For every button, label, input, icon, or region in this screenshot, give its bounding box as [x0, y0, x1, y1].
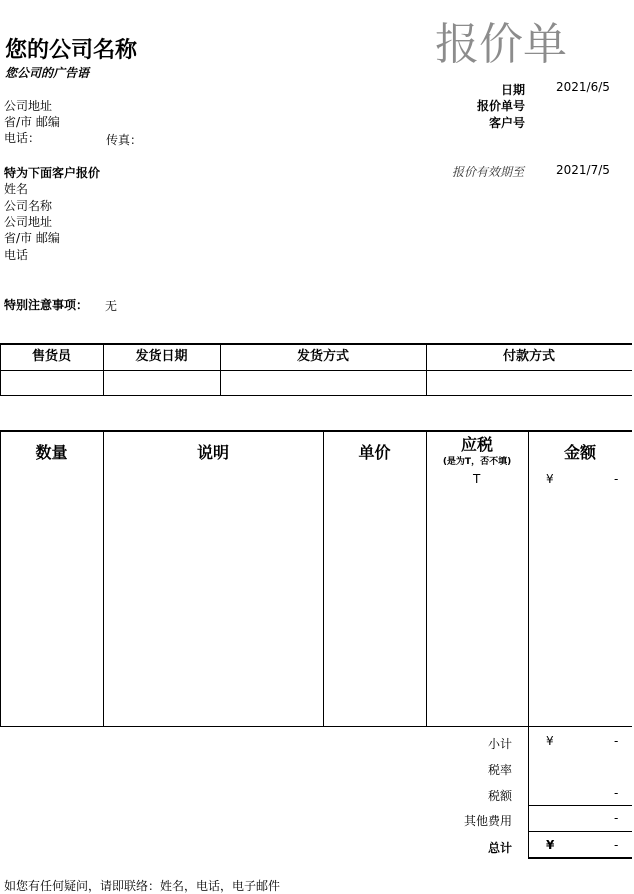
customer-name: 姓名	[4, 182, 29, 196]
other-fees-label: 其他费用	[463, 814, 512, 828]
company-fax: 传真：	[106, 133, 143, 147]
row-currency-symbol: ¥	[546, 472, 554, 486]
customer-address: 公司地址	[4, 215, 53, 229]
items-table	[0, 430, 632, 727]
document-title: 报价单	[435, 19, 567, 70]
total-currency: ¥	[546, 838, 555, 852]
row-taxable-value: T	[473, 472, 481, 486]
customer-phone: 电话	[4, 248, 29, 262]
amount-header: 金额	[563, 443, 596, 462]
unit-price-header: 单价	[358, 443, 391, 462]
row-amount-value: -	[614, 472, 619, 486]
tax-amount-label: 税额	[487, 789, 512, 803]
notes-value: 无	[105, 299, 118, 313]
quantity-header: 数量	[35, 443, 68, 462]
company-phone: 电话：	[4, 131, 41, 145]
subtotal-currency: ¥	[546, 734, 554, 748]
other-fees-value: -	[614, 811, 619, 825]
tax-amount-value: -	[614, 786, 619, 800]
company-slogan: 您公司的广告语	[5, 66, 90, 80]
taxable-header: 应税	[460, 435, 493, 454]
valid-until-value: 2021/7/5	[556, 163, 610, 177]
date-label: 日期	[500, 83, 525, 97]
customer-number-label: 客户号	[488, 116, 525, 130]
notes-label: 特别注意事项：	[4, 298, 89, 312]
footer-contact: 如您有任何疑问，请即联络：姓名，电话，电子邮件	[4, 879, 281, 893]
company-province: 省/市 邮编	[4, 115, 60, 129]
payment-method-header: 付款方式	[502, 349, 555, 364]
customer-province: 省/市 邮编	[4, 231, 60, 245]
customer-company: 公司名称	[4, 199, 53, 213]
tax-rate-label: 税率	[487, 763, 512, 777]
total-value: -	[614, 838, 619, 852]
date-value: 2021/6/5	[556, 80, 610, 94]
total-label: 总计	[487, 841, 512, 855]
valid-until-label: 报价有效期至	[451, 165, 524, 179]
customer-section-title: 特为下面客户报价	[4, 166, 101, 180]
company-address: 公司地址	[4, 99, 53, 113]
quote-number-label: 报价单号	[476, 99, 525, 113]
taxable-note: (是为T，否不填)	[442, 457, 512, 467]
ship-date-header: 发货日期	[135, 349, 188, 364]
description-header: 说明	[196, 443, 229, 462]
salesperson-header: 售货员	[31, 349, 71, 364]
ship-method-header: 发货方式	[296, 349, 349, 364]
subtotal-label: 小计	[487, 737, 512, 751]
subtotal-value: -	[614, 734, 619, 748]
company-name: 您的公司名称	[5, 38, 138, 63]
sales-info-table	[0, 343, 632, 396]
